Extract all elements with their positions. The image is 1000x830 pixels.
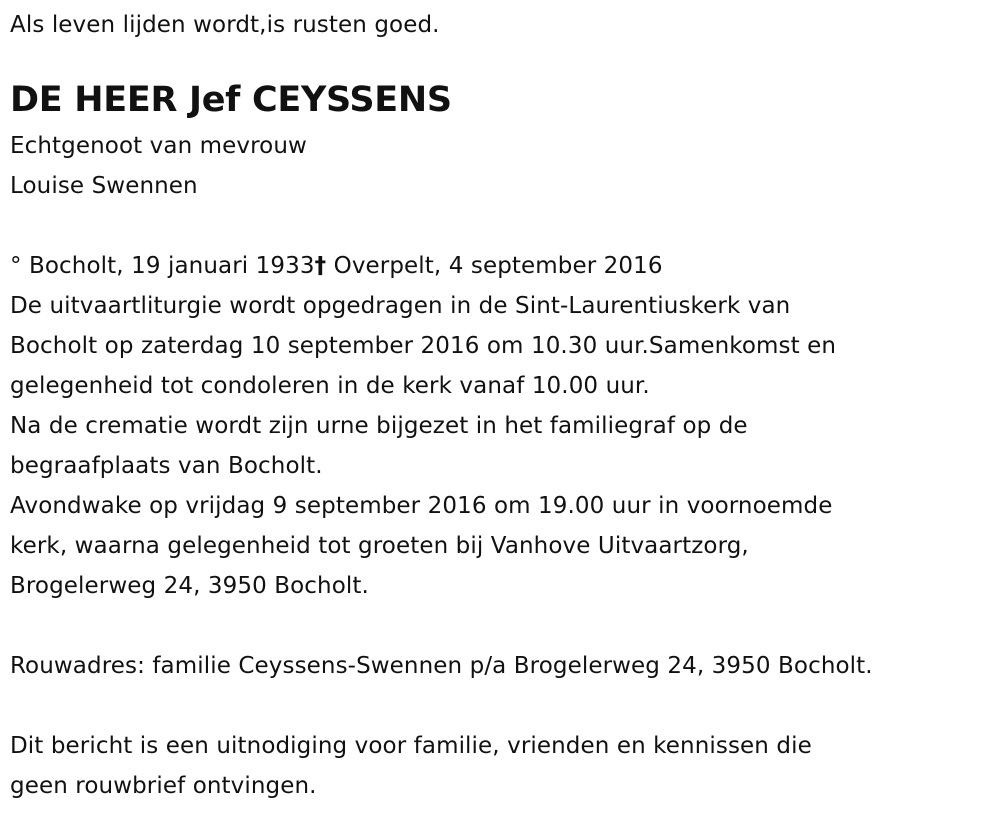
spouse-line-1: Echtgenoot van mevrouw — [10, 133, 307, 159]
birth-date: ° Bocholt, 19 januari 1933 — [10, 253, 315, 279]
death-date: Overpelt, 4 september 2016 — [326, 253, 663, 279]
motto: Als leven lijden wordt,is rusten goed. — [10, 12, 440, 38]
funeral-line: kerk, waarna gelegenheid tot groeten bij Vanhove Uitvaartzorg, — [10, 533, 749, 559]
spacer — [10, 606, 995, 646]
funeral-line: Na de crematie wordt zijn urne bijgezet in het familiegraf op de — [10, 413, 748, 439]
funeral-line: Brogelerweg 24, 3950 Bocholt. — [10, 573, 369, 599]
spouse-line-2: Louise Swennen — [10, 173, 198, 199]
spacer — [10, 206, 995, 246]
funeral-line: begraafplaats van Bocholt. — [10, 453, 323, 479]
deceased-name: DE HEER Jef CEYSSENS — [10, 80, 452, 120]
funeral-line: Avondwake op vrijdag 9 september 2016 om 19.00 uur in voornoemde — [10, 493, 833, 519]
closing-line: geen rouwbrief ontvingen. — [10, 773, 317, 799]
closing-line: Dit bericht is een uitnodiging voor familie, vrienden en kennissen die — [10, 733, 812, 759]
funeral-line: Bocholt op zaterdag 10 september 2016 om 10.30 uur.Samenkomst en — [10, 333, 837, 359]
dates-line — [10, 246, 995, 286]
spacer — [10, 686, 995, 726]
death-notice — [10, 0, 995, 806]
cross-icon: † — [314, 253, 327, 279]
mourning-address: Rouwadres: familie Ceyssens-Swennen p/a Brogelerweg 24, 3950 Bocholt. — [10, 653, 873, 679]
funeral-line: De uitvaartliturgie wordt opgedragen in de Sint-Laurentiuskerk van — [10, 293, 791, 319]
funeral-line: gelegenheid tot condoleren in de kerk vanaf 10.00 uur. — [10, 373, 650, 399]
